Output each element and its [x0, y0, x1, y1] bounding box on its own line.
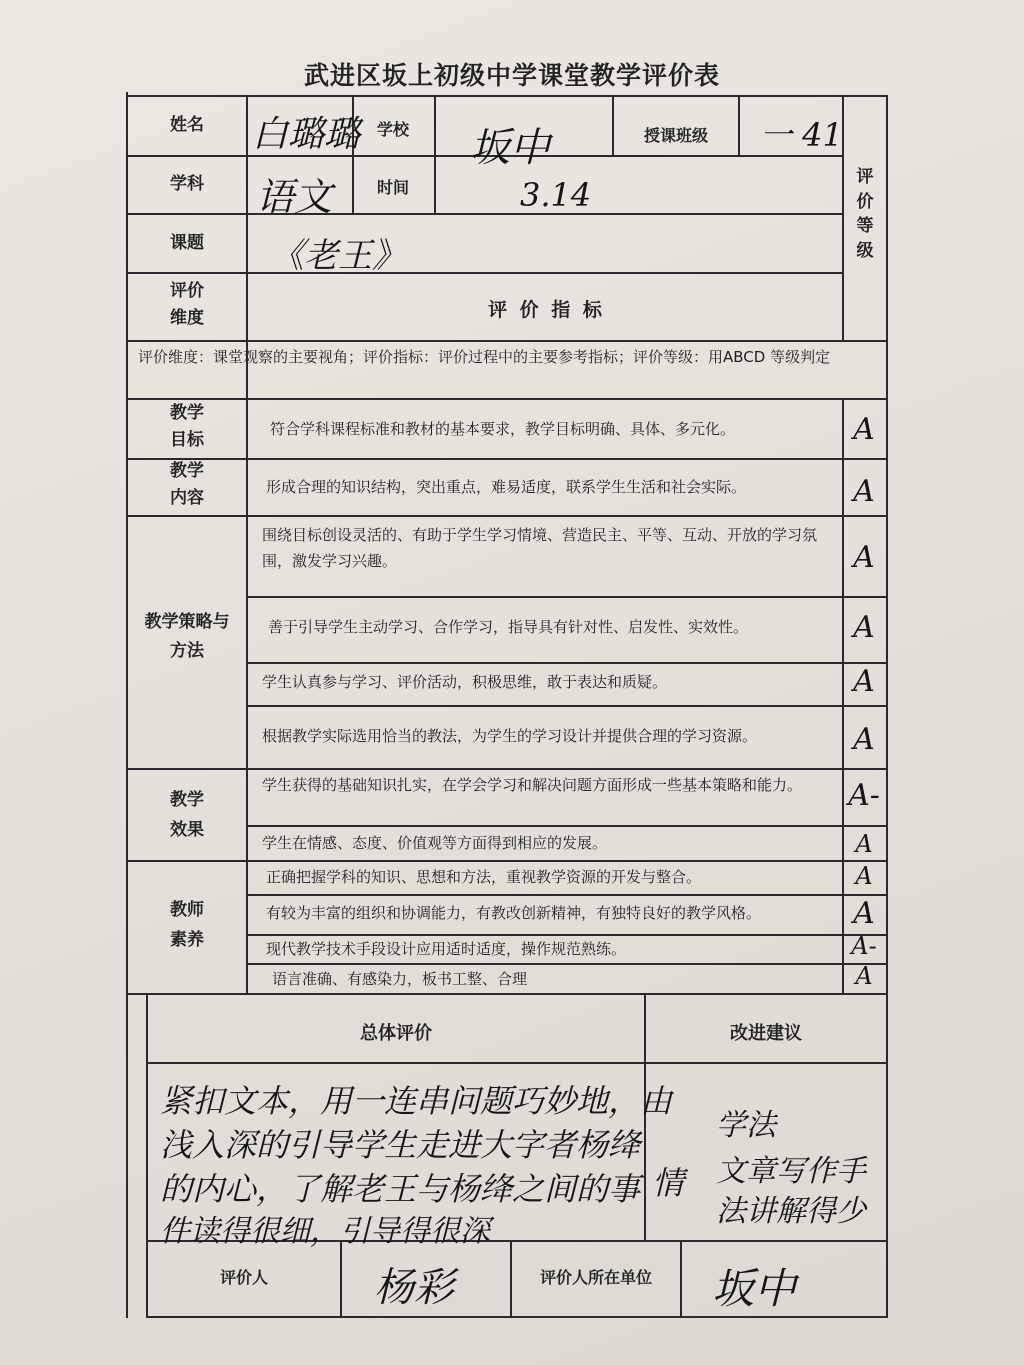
instruction-note: 评价维度：课堂观察的主要视角；评价指标：评价过程中的主要参考指标；评价等级：用ABCD 等级判定 — [138, 348, 831, 366]
col-line — [680, 1240, 682, 1316]
criterion-text: 正确把握学科的知识、思想和方法，重视教学资源的开发与整合。 — [266, 868, 702, 886]
col-line — [434, 95, 436, 213]
subject-label: 学科 — [170, 174, 204, 194]
name-value: 白璐璐 — [252, 114, 361, 155]
grade-column-label: 评 价 等 级 — [856, 167, 874, 261]
row-line — [146, 1062, 888, 1064]
name-label: 姓名 — [170, 115, 204, 135]
row-line — [126, 860, 888, 862]
overall-extra: 情 — [652, 1164, 685, 1202]
row-line — [126, 340, 888, 342]
section-label-quality: 教师 素养 — [170, 900, 204, 950]
topic-value: 《老王》 — [270, 236, 406, 276]
criterion-text: 善于引导学生主动学习、合作学习，指导具有针对性、启发性、实效性。 — [268, 618, 749, 636]
section-label-strategy: 教学策略与 方法 — [144, 612, 230, 661]
dimension-label: 评价 维度 — [170, 281, 204, 329]
row-line — [248, 894, 888, 896]
criterion-text: 学生获得的基础知识扎实，在学会学习和解决问题方面形成一些基本策略和能力。 — [262, 776, 803, 794]
criterion-text: 学生在情感、态度、价值观等方面得到相应的发展。 — [262, 834, 608, 852]
criterion-grade: A- — [851, 932, 877, 960]
criterion-text: 围绕目标创设灵活的、有助于学生学习情境、营造民主、平等、互动、开放的学习氛围，激发学习兴趣。 — [262, 526, 818, 571]
row-line — [248, 825, 888, 827]
topic-label: 课题 — [170, 233, 204, 253]
class-label: 授课班级 — [643, 126, 708, 145]
row-line — [126, 768, 888, 770]
border-top — [126, 95, 888, 97]
evaluator-unit-value: 坂中 — [712, 1264, 797, 1313]
criterion-grade: A — [853, 474, 875, 509]
row-line — [126, 272, 842, 274]
form-title: 武进区坂上初级中学课堂教学评价表 — [303, 61, 720, 90]
criterion-text: 形成合理的知识结构，突出重点，难易适度，联系学生生活和社会实际。 — [266, 478, 747, 496]
time-label: 时间 — [376, 178, 409, 197]
border-bottom — [146, 1316, 888, 1318]
section-label-goals: 教学 目标 — [170, 403, 204, 451]
col-line — [340, 1240, 342, 1316]
row-line — [248, 705, 888, 707]
criterion-grade: A — [853, 540, 875, 575]
suggestion-label: 改进建议 — [730, 1023, 802, 1044]
evaluator-unit-label: 评价人所在单位 — [539, 1268, 652, 1287]
suggestion-line: 文章写作手 — [716, 1154, 866, 1189]
school-value: 坂中 — [470, 125, 550, 171]
criterion-grade: A — [853, 610, 875, 645]
overall-label: 总体评价 — [360, 1023, 432, 1044]
row-line — [248, 596, 888, 598]
criterion-text: 根据教学实际选用恰当的教法，为学生的学习设计并提供合理的学习资源。 — [262, 727, 758, 745]
col-line — [738, 97, 740, 155]
row-line — [248, 963, 888, 965]
section-label-content: 教学 内容 — [170, 461, 204, 509]
overall-line: 紧扣文本，用一连串问题巧妙地，由 — [160, 1082, 673, 1120]
overall-line: 浅入深的引导学生走进大字者杨绛 — [160, 1126, 641, 1164]
suggestion-line: 法讲解得少 — [716, 1194, 866, 1229]
border-right — [886, 96, 888, 1318]
criterion-grade: A — [855, 830, 873, 858]
evaluator-label: 评价人 — [219, 1268, 268, 1287]
time-value: 3.14 — [520, 176, 592, 214]
row-line — [126, 515, 888, 517]
section-label-effect: 教学 效果 — [170, 790, 204, 840]
criterion-grade: A — [853, 896, 875, 931]
subject-value: 语文 — [256, 175, 333, 219]
criterion-grade: A- — [848, 778, 880, 813]
criterion-grade: A — [853, 722, 875, 757]
row-line — [248, 662, 888, 664]
col-line — [246, 95, 248, 993]
row-line — [126, 993, 888, 995]
criterion-text: 现代教学技术手段设计应用适时适度，操作规范熟练。 — [266, 940, 627, 958]
suggestion-line: 学法 — [716, 1108, 776, 1143]
criterion-grade: A — [853, 664, 875, 699]
indicator-label: 评 价 指 标 — [488, 299, 602, 321]
evaluator-value: 杨彩 — [374, 1265, 454, 1311]
criterion-grade: A — [855, 962, 873, 990]
school-label: 学校 — [376, 120, 409, 139]
criterion-grade: A — [853, 412, 875, 447]
overall-line: 件读得很细，引导得很深 — [160, 1214, 490, 1249]
border-left — [126, 92, 128, 1318]
criterion-text: 学生认真参与学习、评价活动，积极思维，敢于表达和质疑。 — [262, 673, 668, 691]
criterion-text: 语言准确、有感染力，板书工整、合理 — [272, 970, 528, 988]
criterion-text: 有较为丰富的组织和协调能力，有教改创新精神，有独特良好的教学风格。 — [266, 904, 762, 922]
row-line — [126, 213, 842, 215]
criterion-text: 符合学科课程标准和教材的基本要求，教学目标明确、具体、多元化。 — [270, 420, 736, 438]
overall-line: 的内心，了解老王与杨绛之间的事 — [160, 1170, 641, 1208]
criterion-grade: A — [855, 862, 873, 890]
class-value: 一 41 — [760, 116, 843, 154]
